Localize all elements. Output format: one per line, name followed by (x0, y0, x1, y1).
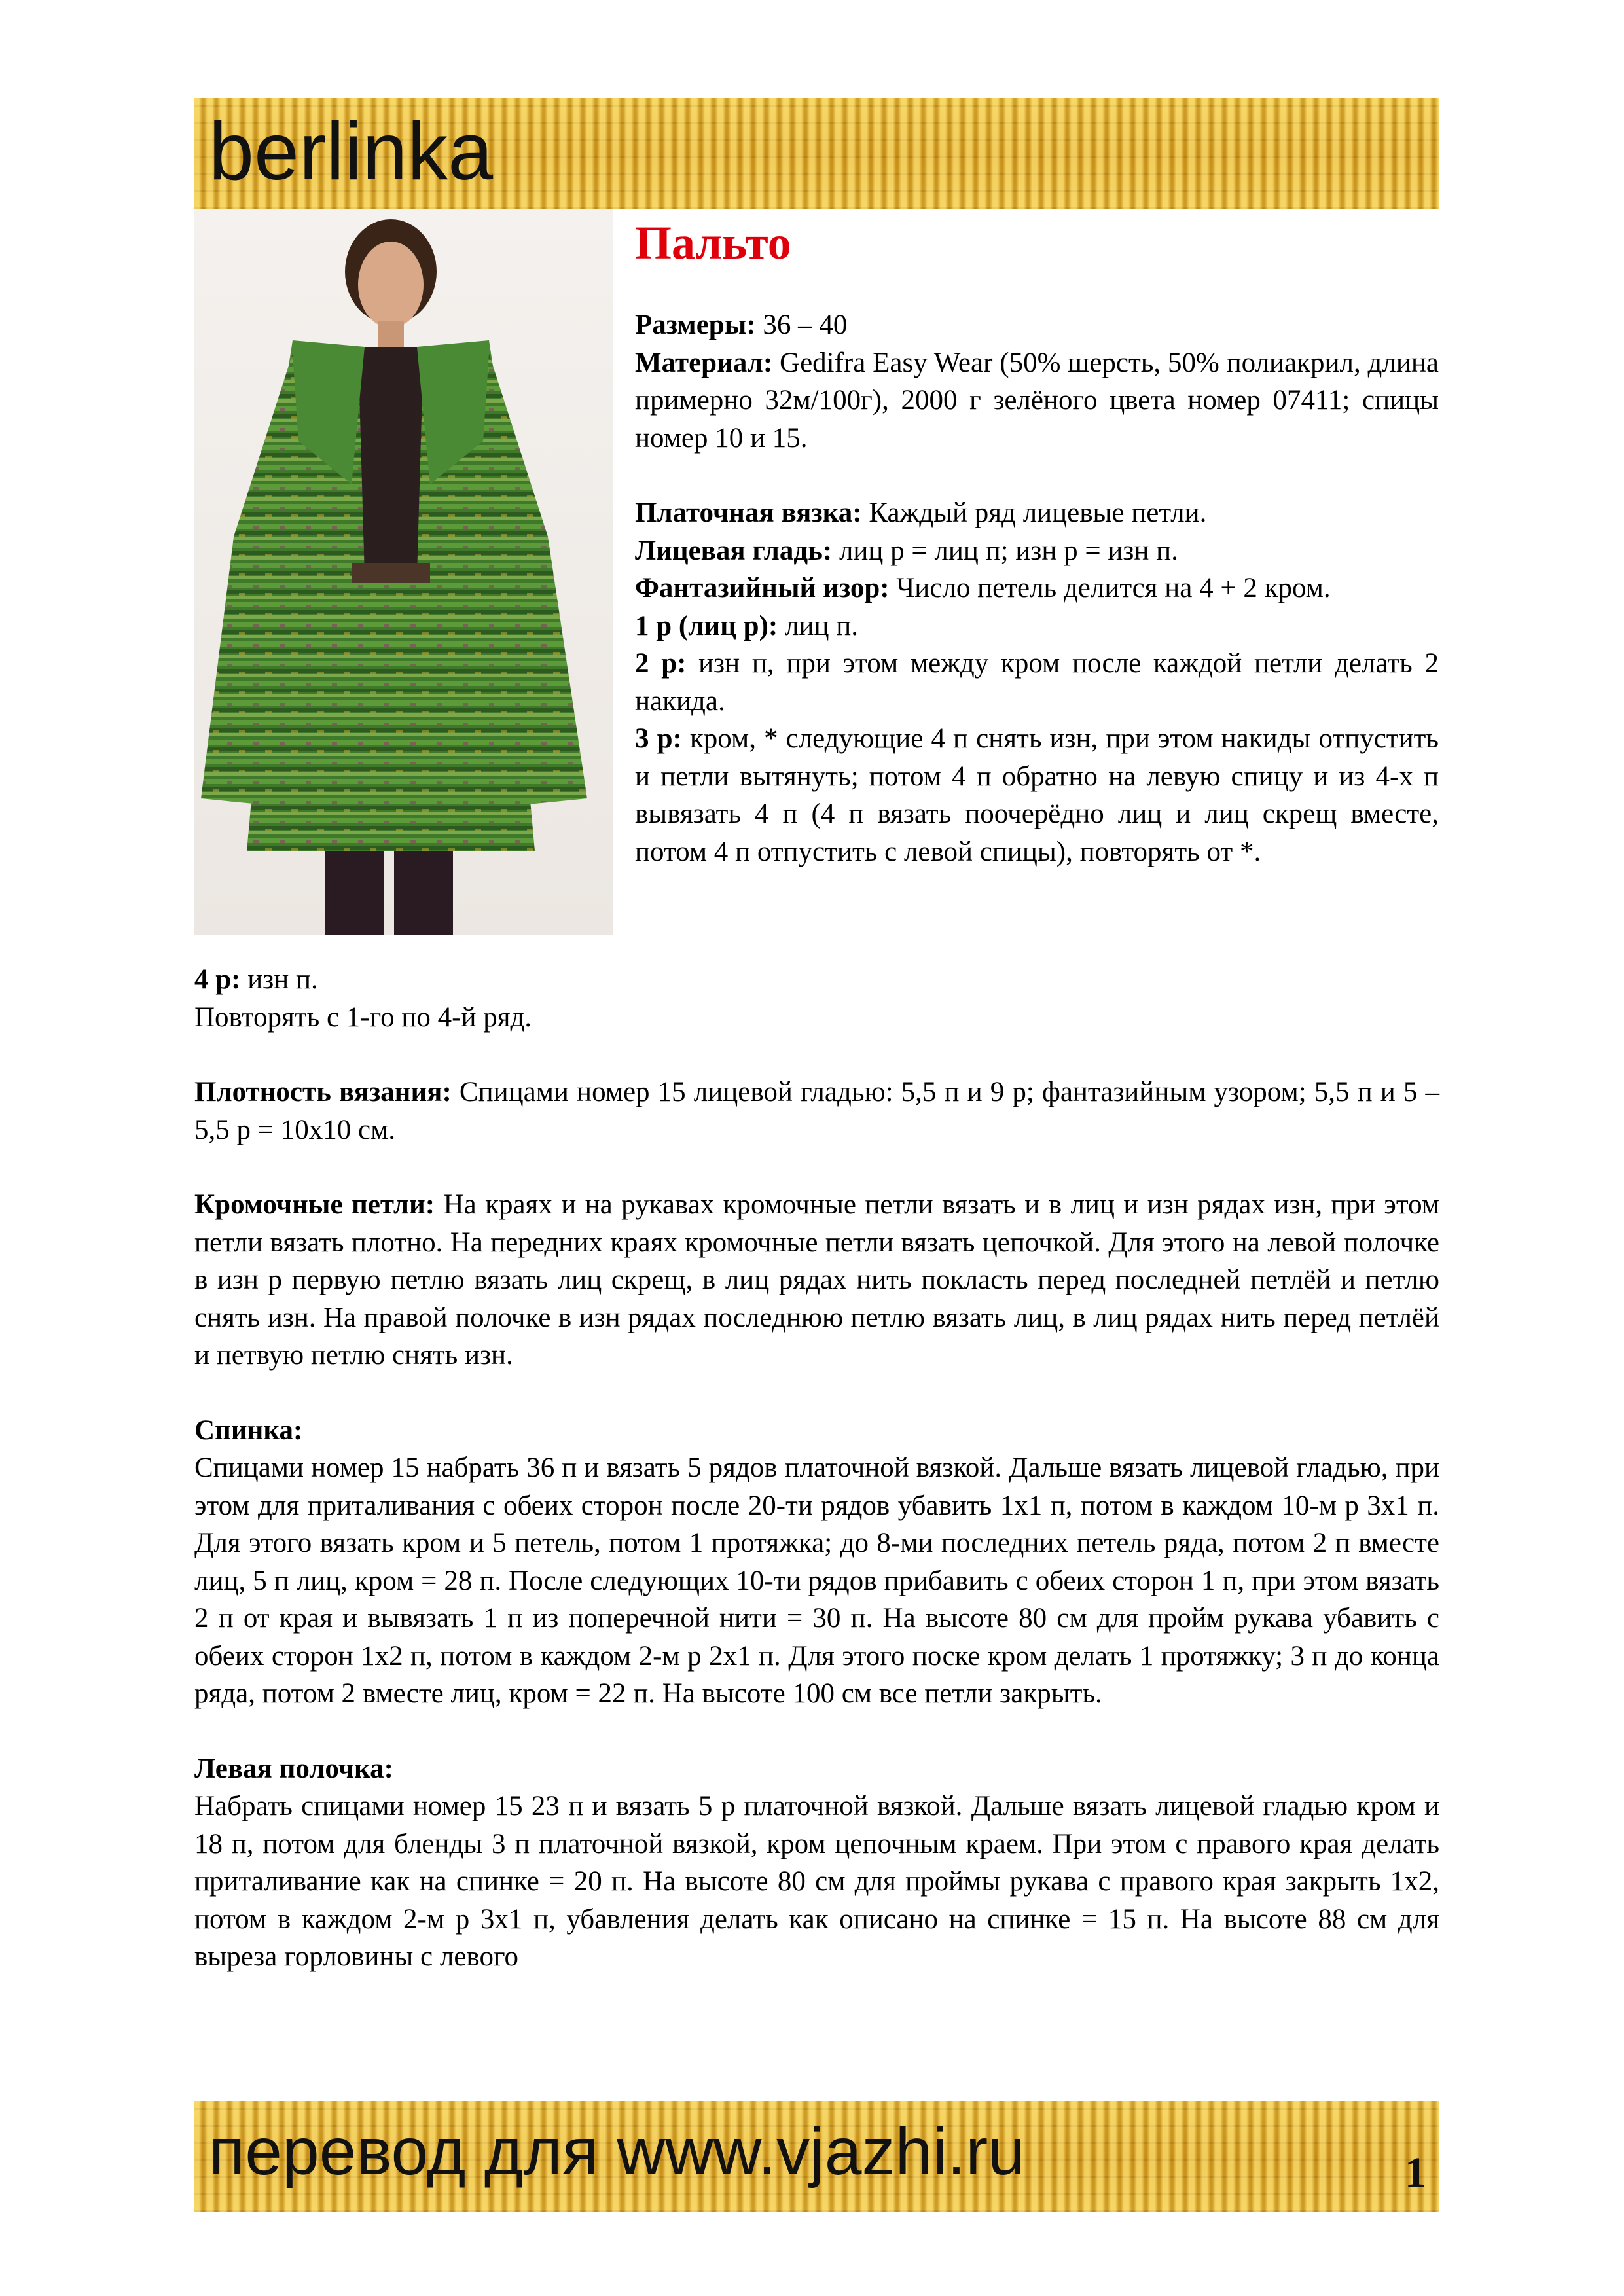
row2-line (635, 645, 1439, 720)
repeat-line: Повторять с 1-го по 4-й ряд. (194, 1001, 532, 1033)
row4-text: изн п. (240, 964, 318, 995)
page-title: Пальто (635, 217, 791, 269)
gauge-paragraph (194, 1073, 1439, 1149)
edge-label: Кромочные петли: (194, 1189, 435, 1220)
edge-paragraph (194, 1186, 1439, 1374)
material-line (635, 344, 1439, 457)
row3-text: кром, * следующие 4 п снять изн, при этом накиды отпустить и петли вытянуть; потом 4 п обратно на левую спицу и из 4-х п вывязать 4 п (4 п вязать поочерёдно лиц и лиц скрещ вместе, потом 4 п отпустить с левой спицы), повторять от *. (635, 723, 1439, 867)
gauge-label: Плотность вязания: (194, 1077, 452, 1107)
row2-text: изн п, при этом между кром после каждой петли делать 2 накида. (635, 648, 1439, 717)
row3-label: 3 р: (635, 723, 682, 754)
footer-brand: перевод для www.vjazhi.ru (209, 2114, 1025, 2189)
coat-photo (194, 209, 613, 935)
sizes-label: Размеры: (635, 310, 756, 340)
footer-banner (194, 2101, 1439, 2212)
edge-text: На краях и на рукавах кромочные петли вязать и в лиц и изн рядах изн, при этом петли вязать плотно. На передних краях кромочные петли вязать цепочкой. Для этого на левой полочке в изн р первую петлю вязать лиц скрещ, в лиц рядах нить покласть перед последней петлёй и петлю снять изн. На правой полочке в изн рядах последнюю петлю вязать лиц, в лиц рядах нить перед петлёй и петвую петлю снять изн. (194, 1189, 1439, 1371)
sizes-text: 36 – 40 (755, 310, 848, 340)
row2-label: 2 р: (635, 648, 687, 679)
header-banner (194, 98, 1439, 209)
left-front-heading-text: Левая полочка: (194, 1753, 393, 1784)
garter-label: Платочная вязка: (635, 497, 862, 528)
stockinette-text: лиц р = лиц п; изн р = изн п. (832, 535, 1178, 566)
brand-logo: berlinka (209, 107, 494, 197)
sizes-line (635, 306, 1439, 344)
fancy-label: Фантазийный изор: (635, 573, 890, 603)
left-front-paragraph: Набрать спицами номер 15 23 п и вязать 5 р платочной вязкой. Дальше вязать лицевой гладью кром и 18 п, потом для бленды 3 п платочной вязкой, кром цепочным краем. При этом с правого края делать приталивание как на спинке = 20 п. На высоте 80 см для проймы рукава с правого края закрыть 1х2, потом в каждом 2-м р 3х1 п, убавления делать как описано на спинке = 15 п. На высоте 88 см для выреза горловины с левого (194, 1791, 1439, 1972)
garter-line (635, 494, 1439, 532)
intro-column (635, 306, 1439, 870)
material-text: Gedifra Easy Wear (50% шерсть, 50% полиакрил, длина примерно 32м/100г), 2000 г зелёного цвета номер 07411; спицы номер 10 и 15. (635, 347, 1439, 454)
left-front-heading (194, 1750, 1439, 1788)
fancy-line (635, 569, 1439, 607)
row4-line (194, 961, 1439, 999)
row3-line (635, 720, 1439, 870)
fancy-text: Число петель делится на 4 + 2 кром. (889, 573, 1331, 603)
main-text (194, 961, 1439, 1976)
material-label: Материал: (635, 347, 773, 378)
stockinette-line (635, 532, 1439, 570)
back-heading (194, 1412, 1439, 1450)
back-paragraph: Спицами номер 15 набрать 36 п и вязать 5 рядов платочной вязкой. Дальше вязать лицевой гладью, при этом для приталивания с обеих сторон после 20-ти рядов убавить 1х1 п, потом в каждом 10-м р 3х1 п. Для этого вязать кром и 5 петель, потом 1 протяжка; до 8-ми последних петель ряда, потом 2 п вместе лиц, 5 п лиц, кром = 28 п. После следующих 10-ти рядов прибавить с обеих сторон 1 п, при этом вязать 2 п от края и вывязать 1 п из поперечной нити = 30 п. На высоте 80 см для пройм рукава убавить с обеих сторон 1х2 п, потом в каждом 2-м р 2х1 п. Для этого поске кром делать 1 протяжку; 3 п до конца ряда, потом 2 вместе лиц, кром = 22 п. На высоте 100 см все петли закрыть. (194, 1452, 1439, 1709)
row1-text: лиц п. (778, 610, 858, 641)
back-heading-text: Спинка: (194, 1414, 303, 1446)
page-number: 1 (1405, 2149, 1426, 2197)
gauge-text: Спицами номер 15 лицевой гладью: 5,5 п и 9 р; фантазийным узором; 5,5 п и 5 – 5,5 р = 10х10 см. (194, 1077, 1439, 1145)
model-illustration (194, 209, 613, 935)
garter-text: Каждый ряд лицевые петли. (861, 497, 1207, 528)
row1-label: 1 р (лиц р): (635, 610, 778, 641)
row4-label: 4 р: (194, 964, 241, 995)
stockinette-label: Лицевая гладь: (635, 535, 833, 566)
row1-line (635, 607, 1439, 645)
